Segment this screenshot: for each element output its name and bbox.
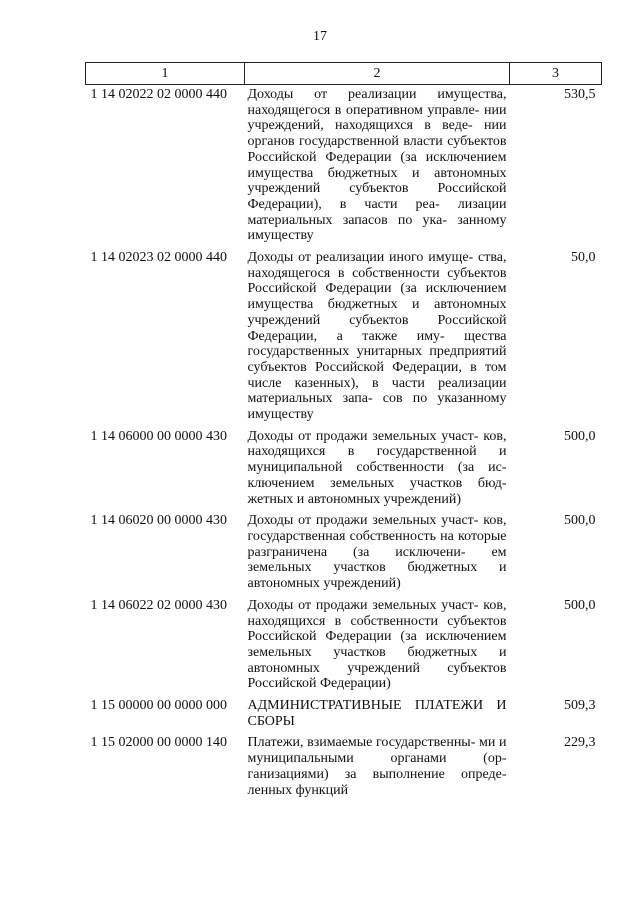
revenue-name-line: автономных учреждений) <box>247 576 401 592</box>
revenue-name-line: Доходы от продажи земельных участ- <box>247 513 479 529</box>
revenue-name-line: ми и муниципальными органами (ор- <box>247 735 507 767</box>
revenue-name-line: щества государственных унитарных <box>247 328 507 360</box>
page-number: 17 <box>313 29 327 44</box>
revenue-code: 1 14 02022 02 0000 440 <box>90 87 227 102</box>
revenue-name-line: муниципальной собственности (за ис- <box>247 460 507 476</box>
revenue-name-line: которые разграничена (за исключени- <box>247 528 507 560</box>
revenue-name-line: ем земельных участков бюджетных и <box>247 544 507 576</box>
revenue-name <box>245 427 510 512</box>
column-header-code: 1 <box>86 63 245 85</box>
table-row <box>86 511 602 596</box>
revenue-code: 1 15 00000 00 0000 000 <box>90 698 227 714</box>
revenue-name-line: предприятий субъектов Российской <box>247 344 507 375</box>
table-row <box>86 596 602 696</box>
revenue-name-line: ства, находящегося в собственности <box>247 250 507 281</box>
revenue-name-line: субъектов Российской Федерации (за <box>247 613 507 645</box>
revenue-name-line: бюджетных и автономных учреждений <box>247 644 507 676</box>
revenue-amount: 500,0 <box>564 597 596 613</box>
revenue-amount: 530,5 <box>564 87 596 102</box>
revenue-amount: 509,3 <box>564 698 596 714</box>
revenue-name-line: Доходы от реализации имущества, <box>247 87 507 102</box>
revenue-name-line: Федерации, в том числе казенных), в <box>247 359 507 391</box>
revenue-name-line: Доходы от продажи земельных участ- <box>247 597 479 613</box>
table-row <box>86 85 602 249</box>
revenue-name-line: Доходы от продажи земельных участ- <box>247 428 479 444</box>
revenue-name-line: ленных функций <box>247 782 349 798</box>
revenue-name-line: Платежи, взимаемые государственны- <box>247 735 476 751</box>
revenue-amount: 50,0 <box>571 250 596 266</box>
revenue-name-line: занному имуществу <box>247 212 507 244</box>
revenue-name-line: ключением земельных участков бюд- <box>247 475 507 491</box>
revenue-name-line: исключением имущества бюджетных и <box>247 281 507 313</box>
revenue-name-line: находящегося в оперативном управле- <box>247 102 480 118</box>
revenue-name-line: автономных учреждений субъектов <box>247 165 507 197</box>
revenue-name-line: ков, государственная собственность на <box>247 513 507 544</box>
revenue-code: 1 14 06022 02 0000 430 <box>90 597 227 613</box>
table-row <box>86 733 602 802</box>
revenue-name-line: нии учреждений, находящихся в веде- <box>247 102 507 134</box>
revenue-name-line: лизации материальных запасов по ука- <box>247 196 507 228</box>
revenue-name-line: субъектов Российской Федерации (за <box>247 265 507 297</box>
table-row <box>86 696 602 733</box>
revenue-name-line: исключением имущества бюджетных и <box>247 149 507 181</box>
revenue-name-line: нии органов государственной власти <box>247 118 507 150</box>
revenue-name-line: ганизациями) за выполнение опреде- <box>247 766 507 782</box>
revenue-name-line: АДМИНИСТРАТИВНЫЕ ПЛАТЕЖИ И <box>247 698 507 714</box>
revenue-amount: 229,3 <box>564 735 596 751</box>
revenue-name-line: СБОРЫ <box>247 713 295 729</box>
revenue-name-line: субъектов Российской Федерации (за <box>247 134 507 165</box>
revenue-amount: 500,0 <box>564 513 596 529</box>
column-header-name: 2 <box>245 63 510 85</box>
revenue-name-line: Российской Федерации, а также иму- <box>247 312 507 344</box>
revenue-name-line: части реализации материальных запа- <box>247 375 507 407</box>
revenue-amount: 500,0 <box>564 428 596 444</box>
revenue-code: 1 14 06020 00 0000 430 <box>90 513 227 529</box>
revenue-name-line: жетных и автономных учреждений) <box>247 491 462 507</box>
revenue-name <box>245 248 510 427</box>
revenue-name-line: Доходы от реализации иного имуще- <box>247 250 474 266</box>
column-header-amount: 3 <box>510 63 602 85</box>
revenue-name-line: субъектов Российской Федерации) <box>247 660 507 692</box>
revenue-name <box>245 596 510 696</box>
table-row <box>86 427 602 512</box>
table-header-row <box>86 63 602 85</box>
revenue-name-line: сов по указанному имуществу <box>247 391 507 423</box>
revenue-code: 1 14 02023 02 0000 440 <box>90 250 227 266</box>
revenue-name <box>245 85 510 249</box>
revenue-name <box>245 733 510 802</box>
table-row <box>86 248 602 427</box>
revenue-table <box>85 62 602 802</box>
table-body <box>86 85 602 803</box>
revenue-name <box>245 696 510 733</box>
revenue-name-line: исключением земельных участков <box>247 629 507 660</box>
revenue-name-line: ков, находящихся в государственной и <box>247 428 507 460</box>
revenue-name-line: ков, находящихся в собственности <box>247 597 507 629</box>
revenue-name <box>245 511 510 596</box>
revenue-name-line: автономных учреждений субъектов <box>247 297 507 328</box>
revenue-code: 1 15 02000 00 0000 140 <box>90 735 227 751</box>
revenue-code: 1 14 06000 00 0000 430 <box>90 428 227 444</box>
revenue-name-line: Российской Федерации), в части реа- <box>247 181 507 212</box>
